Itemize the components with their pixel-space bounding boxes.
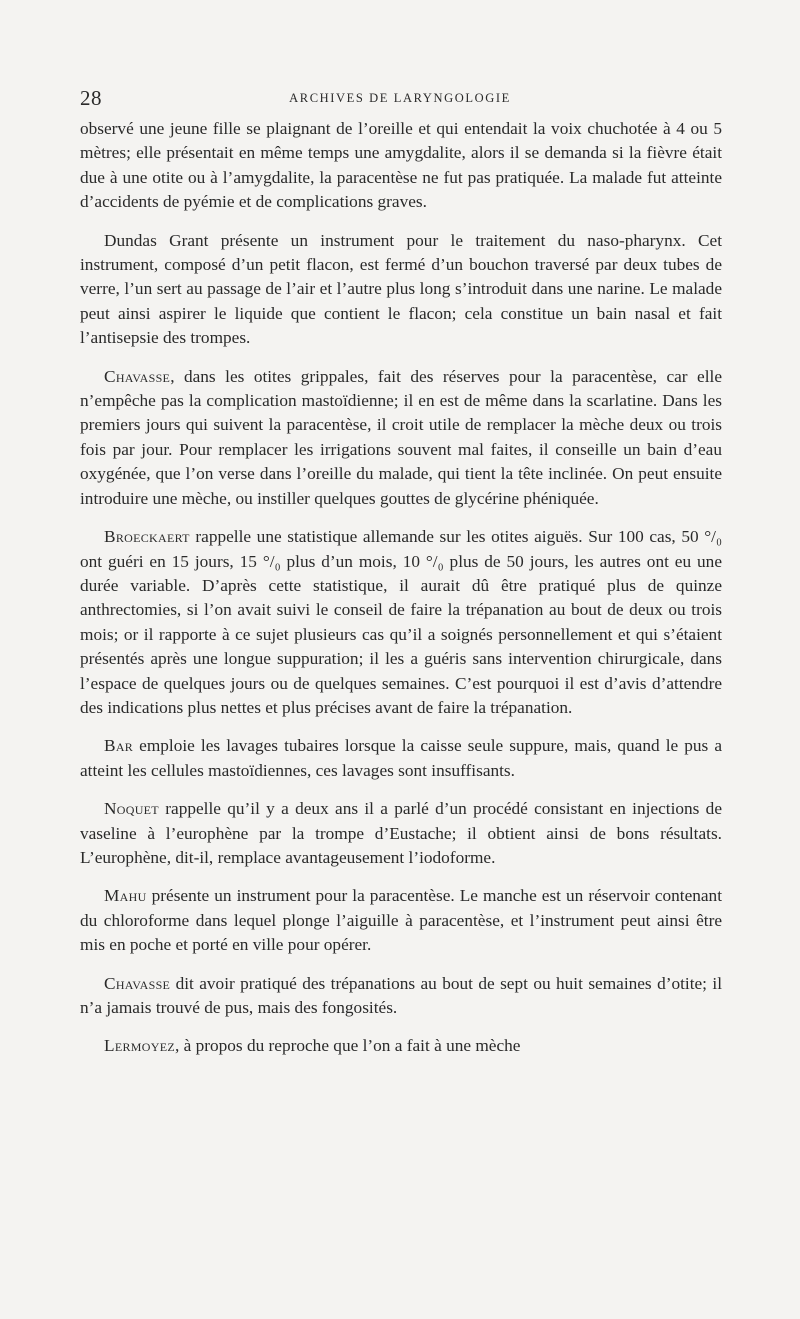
- speaker-name: Lermoyez: [104, 1036, 175, 1056]
- speaker-name: Broeckaert: [104, 527, 190, 547]
- paragraph-continuation: [80, 117, 722, 215]
- paragraph-lermoyez: [80, 1034, 722, 1058]
- paragraph-mahu: [80, 884, 722, 957]
- page-header: [80, 86, 720, 114]
- paragraph-broeckaert: [80, 525, 722, 720]
- speaker-name: Chavasse: [104, 973, 171, 993]
- paragraph-text: Dundas Grant présente un instrument pour le traitement du naso-pharynx. Cet instrument, composé d’un petit flacon, est fermé d’un bouchon traversé par deux tubes de verre, l’un sert au passage de l’air et l’autre plus long s’introduit dans une narine. Le malade peut ainsi aspirer le liquide que contient le flacon; cela constitue un bain nasal et fait l’antisepsie des trompes.: [80, 230, 722, 348]
- paragraph-chavasse-2: [80, 972, 722, 1021]
- paragraph-text: rappelle qu’il y a deux ans il a parlé d’un procédé consistant en injections de vaseline à l’europhène par la trompe d’Eustache; il obtient ainsi de bons résultats. L’europhène, dit-il, remplace avantageusement l’iodoforme.: [80, 799, 722, 867]
- speaker-name: Bar: [104, 736, 134, 756]
- speaker-name: Chavasse: [104, 366, 171, 386]
- paragraph-text: rappelle une statistique allemande sur les otites aiguës. Sur 100 cas, 50 °/₀ ont guéri en 15 jours, 15 °/₀ plus d’un mois, 10 °/₀ plus de 50 jours, les autres ont eu une durée variable. D’après cette statistique, il aurait dû être pratiqué plus de quinze anthrectomies, si l’on avait suivi le conseil de faire la trépanation au bout de deux ou trois mois; or il rapporte à ce sujet plusieurs cas qu’il a soignés personnellement et qui s’étaient présentés après une longue suppuration; il les a guéris sans intervention chirurgicale, dans l’espace de quelques jours ou de quelques semaines. C’est pourquoi il est d’avis d’attendre des indications plus nettes et plus précises avant de faire la trépanation.: [80, 527, 722, 717]
- speaker-name: Noquet: [104, 799, 159, 819]
- page-number: 28: [80, 86, 102, 110]
- paragraph-text: dit avoir pratiqué des trépanations au bout de sept ou huit semaines d’otite; il n’a jamais trouvé de pus, mais des fongosités.: [80, 973, 722, 1017]
- paragraph-text: , à propos du reproche que l’on a fait à une mèche: [174, 1036, 521, 1056]
- paragraph-bar: [80, 734, 722, 783]
- body-text: [80, 117, 722, 1073]
- paragraph-chavasse: [80, 365, 722, 511]
- running-title: ARCHIVES DE LARYNGOLOGIE: [289, 91, 511, 105]
- paragraph-text: observé une jeune fille se plaignant de l’oreille et qui entendait la voix chuchotée à 4 ou 5 mètres; elle présentait en même temps une amygdalite, alors il se demanda si la fièvre était due à une otite ou à l’amygdalite, la paracentèse ne fut pas pratiquée. La malade fut atteinte d’accidents de pyémie et de complications graves.: [80, 119, 722, 212]
- paragraph-text: , dans les otites grippales, fait des réserves pour la paracentèse, car elle n’empêche pas la complication mastoïdienne; il en est de même dans la scarlatine. Dans les premiers jours qui suivent la paracentèse, il croit utile de remplacer la mèche deux ou trois fois par jour. Pour remplacer les irrigations souvent mal faites, il conseille un bain d’eau oxygénée, que l’on verse dans l’oreille du malade, qui tient la tête inclinée. On peut ensuite introduire une mèche, ou instiller quelques gouttes de glycérine phéniquée.: [80, 366, 722, 508]
- paragraph-text: présente un instrument pour la paracentèse. Le manche est un réservoir contenant du chloroforme dans lequel plonge l’aiguille à paracentèse, et l’instrument peut ainsi être mis en poche et porté en ville pour opérer.: [80, 886, 722, 955]
- paragraph-noquet: [80, 797, 722, 870]
- speaker-name: Mahu: [104, 886, 147, 906]
- paragraph-dundas-grant: [80, 229, 722, 351]
- paragraph-text: emploie les lavages tubaires lorsque la caisse seule suppure, mais, quand le pus a atteint les cellules mastoïdiennes, ces lavages sont insuffisants.: [80, 736, 722, 780]
